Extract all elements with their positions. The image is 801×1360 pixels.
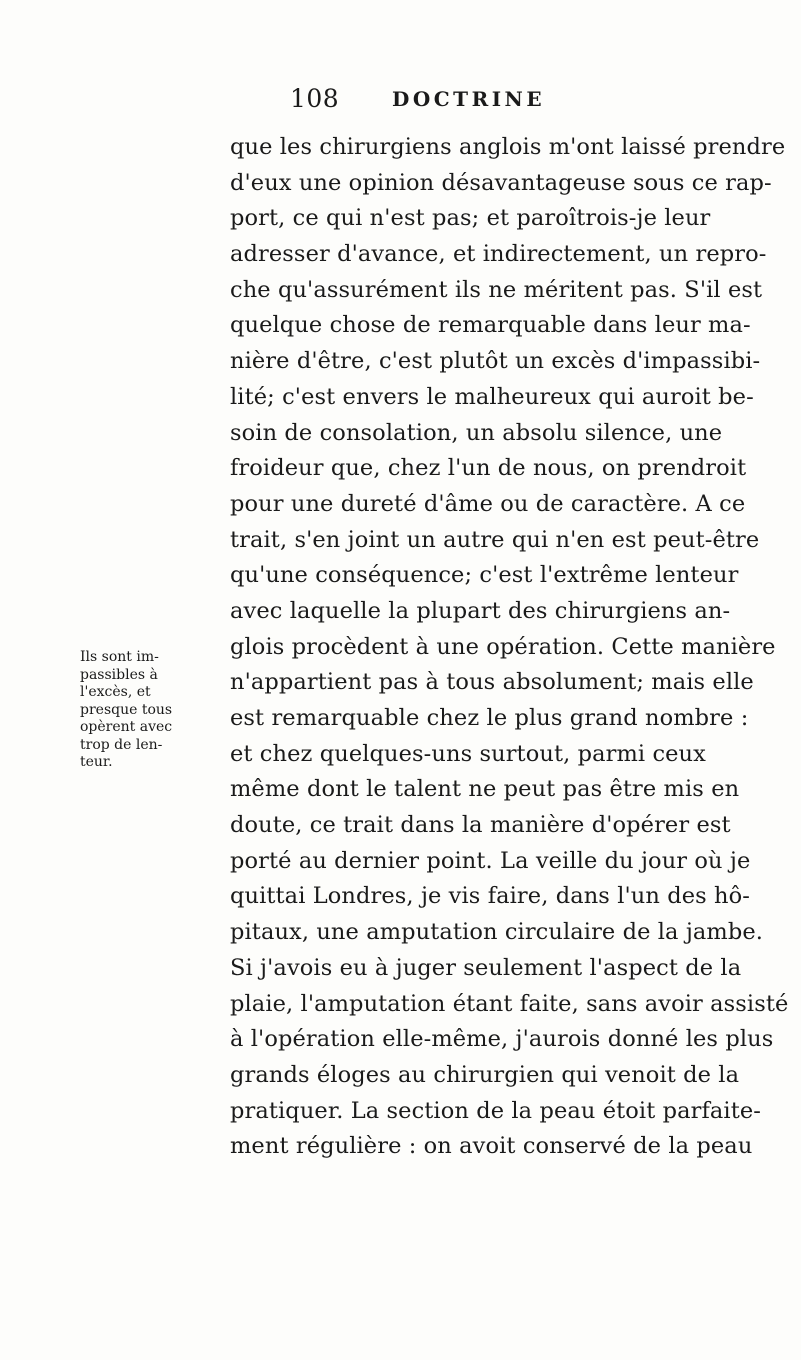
- running-head-title: DOCTRINE: [392, 87, 546, 111]
- margin-note-line: presque tous: [80, 701, 173, 718]
- body-line: glois procèdent à une opération. Cette manière: [230, 633, 776, 660]
- body-line: pratiquer. La section de la peau étoit parfaite-: [230, 1097, 761, 1124]
- body-line: à l'opération elle-même, j'aurois donné les plus: [230, 1026, 774, 1053]
- body-line: adresser d'avance, et indirectement, un repro-: [230, 241, 767, 268]
- body-line: quelque chose de remarquable dans leur ma-: [230, 312, 751, 339]
- body-line: doute, ce trait dans la manière d'opérer est: [230, 812, 731, 839]
- body-line: et chez quelques-uns surtout, parmi ceux: [230, 740, 706, 767]
- margin-note-line: passibles à: [80, 666, 158, 683]
- body-line: quittai Londres, je vis faire, dans l'un des hô-: [230, 883, 750, 910]
- margin-note-line: trop de len-: [80, 736, 163, 753]
- body-line: est remarquable chez le plus grand nombre :: [230, 705, 749, 731]
- body-line: avec laquelle la plupart des chirurgiens an-: [230, 597, 731, 624]
- margin-note-line: opèrent avec: [80, 719, 173, 735]
- body-line: grands éloges au chirurgien qui venoit de la: [230, 1061, 740, 1088]
- body-line: soin de consolation, un absolu silence, une: [230, 419, 723, 446]
- margin-note: [80, 649, 230, 772]
- body-line: qu'une conséquence; c'est l'extrême lenteur: [230, 562, 739, 589]
- body-line: Si j'avois eu à juger seulement l'aspect de la: [230, 954, 742, 981]
- body-line: pitaux, une amputation circulaire de la jambe.: [230, 919, 764, 946]
- body-line: port, ce qui n'est pas; et paroîtrois-je leur: [230, 205, 711, 232]
- body-line: que les chirurgiens anglois m'ont laissé prendre: [230, 134, 786, 160]
- running-head: [290, 84, 610, 124]
- body-line: ment régulière : on avoit conservé de la peau: [230, 1133, 753, 1160]
- body-line: che qu'assurément ils ne méritent pas. S'il est: [230, 276, 763, 303]
- body-line: d'eux une opinion désavantageuse sous ce rap-: [230, 169, 772, 196]
- body-line: trait, s'en joint un autre qui n'en est peut-être: [230, 526, 760, 553]
- margin-note-line: l'excès, et: [80, 684, 151, 700]
- page-number: 108: [290, 84, 340, 113]
- body-line: nière d'être, c'est plutôt un excès d'impassibi-: [230, 348, 761, 375]
- body-line: porté au dernier point. La veille du jour où je: [230, 847, 751, 874]
- body-line: plaie, l'amputation étant faite, sans avoir assisté: [230, 990, 789, 1017]
- body-line: froideur que, chez l'un de nous, on prendroit: [230, 455, 747, 482]
- margin-note-line: teur.: [80, 754, 113, 770]
- body-paragraph: [230, 130, 789, 1165]
- body-line: n'appartient pas à tous absolument; mais elle: [230, 669, 754, 696]
- body-line: même dont le talent ne peut pas être mis en: [230, 776, 740, 803]
- body-line: pour une dureté d'âme ou de caractère. A ce: [230, 490, 746, 517]
- margin-note-line: Ils sont im-: [80, 649, 159, 665]
- body-line: lité; c'est envers le malheureux qui auroit be-: [230, 383, 754, 410]
